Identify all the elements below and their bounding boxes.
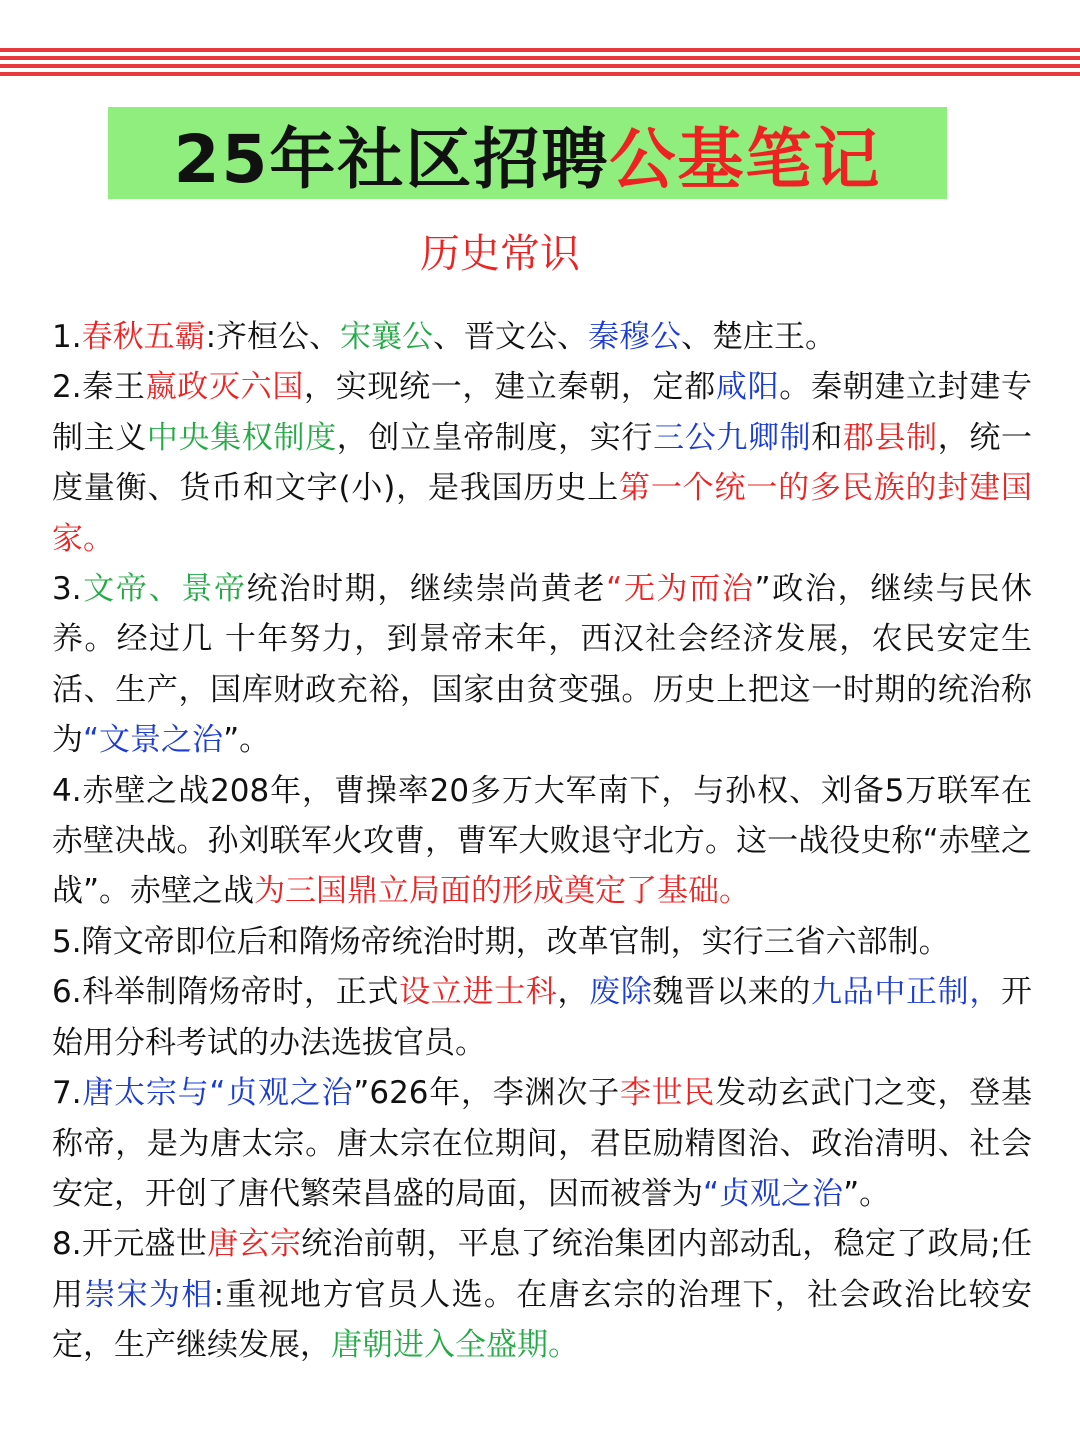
body-text: 、晋文公、 bbox=[433, 319, 589, 355]
note-item-3 bbox=[52, 564, 1032, 766]
body-text: :重视地方官员人选。在唐玄宗的治理下，社会政治比较安定，生产继续发展， bbox=[52, 1276, 1033, 1364]
body-text: 3. bbox=[52, 571, 82, 608]
body-text: 和 bbox=[811, 419, 843, 456]
body-text: ”政治，继续与民休养。经过几 十年努力，到景帝末年，西汉社会经济发展，农民安定生活、生产，国库财政充裕，国家由贫变强。历史上把这一时期的统治称为 bbox=[52, 571, 1033, 759]
body-text: ”。 bbox=[843, 1175, 891, 1212]
highlighted-text: 中央集权制度 bbox=[146, 419, 337, 456]
body-text: 7. bbox=[52, 1075, 82, 1112]
highlighted-text: “贞观之治 bbox=[703, 1175, 844, 1212]
highlighted-text: 咸阳 bbox=[715, 369, 780, 406]
notes-content bbox=[52, 312, 1032, 1371]
highlighted-text: 郡县制 bbox=[842, 419, 938, 456]
body-text: 统治时期，继续崇尚黄老 bbox=[246, 571, 607, 608]
body-text: ”。 bbox=[223, 722, 271, 759]
body-text: 魏晋以来的 bbox=[652, 974, 811, 1011]
highlighted-text: 废除 bbox=[589, 974, 653, 1011]
body-text: 4.赤壁之战208年，曹操率20多万大军南下，与孙权、刘备5万联军在赤壁决战。孙刘联军火攻曹，曹军大败退守北方。这一战役史称“赤壁之战”。赤壁之战 bbox=[52, 772, 1032, 910]
body-text: 发动玄武门之变，登基称帝，是为唐太宗。唐太宗在位期间，君臣励精图治、政治清明、社会安定，开创了唐代繁荣昌盛的局面，因而被誉为 bbox=[52, 1075, 1033, 1212]
note-item-1 bbox=[52, 312, 1032, 362]
note-item-8 bbox=[52, 1219, 1032, 1370]
note-item-2 bbox=[52, 362, 1032, 564]
body-text: ，统一度量衡、货币和文字(小)，是我国历史上 bbox=[52, 419, 1033, 507]
body-text: 8.开元盛世 bbox=[52, 1226, 208, 1263]
body-text: :齐桓公、 bbox=[205, 319, 341, 355]
body-text: 5.隋文帝即位后和隋炀帝统治时期，改革官制，实行三省六部制。 bbox=[52, 923, 950, 960]
highlighted-text: 秦穆公 bbox=[588, 319, 682, 355]
body-text: ， bbox=[557, 974, 590, 1011]
note-item-4 bbox=[52, 766, 1032, 917]
highlighted-text: “无为而治 bbox=[606, 571, 755, 608]
body-text: ，创立皇帝制度，实行 bbox=[336, 419, 654, 456]
highlighted-text: 嬴政灭六国 bbox=[145, 369, 305, 406]
highlighted-text: 第一个统一的多民族的封建国家。 bbox=[52, 470, 1033, 557]
highlighted-text: 宋襄公 bbox=[340, 319, 434, 355]
top-stripe-decoration bbox=[0, 48, 1080, 78]
highlighted-text: 唐朝进入全盛期。 bbox=[331, 1327, 579, 1364]
title-red-text: 公基笔记 bbox=[609, 120, 882, 198]
highlighted-text: 为三国鼎立局面的形成奠定了基础。 bbox=[254, 873, 751, 910]
section-subtitle: 历史常识 bbox=[420, 231, 580, 277]
body-text: 统治前朝，平息了统治集团内部动乱，稳定了政局;任用 bbox=[52, 1226, 1032, 1313]
body-text: 开始用分科考试的办法选拔官员。 bbox=[52, 974, 1033, 1061]
title-black-text: 25年社区招聘 bbox=[173, 120, 610, 198]
highlighted-text: 九品中正制， bbox=[810, 974, 1002, 1011]
highlighted-text: 唐玄宗 bbox=[207, 1226, 302, 1263]
body-text: 。秦朝建立封建专制主义 bbox=[52, 369, 1033, 456]
note-item-7 bbox=[52, 1068, 1032, 1219]
highlighted-text: 崇宋为相 bbox=[84, 1276, 214, 1313]
highlighted-text: 李世民 bbox=[619, 1075, 716, 1112]
highlighted-text: 设立进士科 bbox=[399, 974, 558, 1011]
highlighted-text: “文景之治 bbox=[83, 722, 224, 759]
body-text: 、楚庄王。 bbox=[681, 319, 837, 355]
highlighted-text: 文帝、景帝 bbox=[81, 571, 247, 608]
body-text: ”626年，李渊次子 bbox=[353, 1075, 620, 1112]
body-text: 6.科举制隋炀帝时，正式 bbox=[52, 974, 400, 1011]
body-text: 1. bbox=[52, 319, 82, 355]
note-item-5 bbox=[52, 917, 1032, 967]
highlighted-text: 三公九卿制 bbox=[653, 419, 812, 456]
body-text: ，实现统一，建立秦朝，定都 bbox=[304, 369, 716, 406]
body-text: 2.秦王 bbox=[52, 369, 146, 406]
highlighted-text: 唐太宗与“贞观之治 bbox=[81, 1075, 354, 1112]
highlighted-text: 春秋五霸 bbox=[81, 319, 206, 355]
title-banner bbox=[108, 107, 947, 199]
note-item-6 bbox=[52, 967, 1032, 1068]
